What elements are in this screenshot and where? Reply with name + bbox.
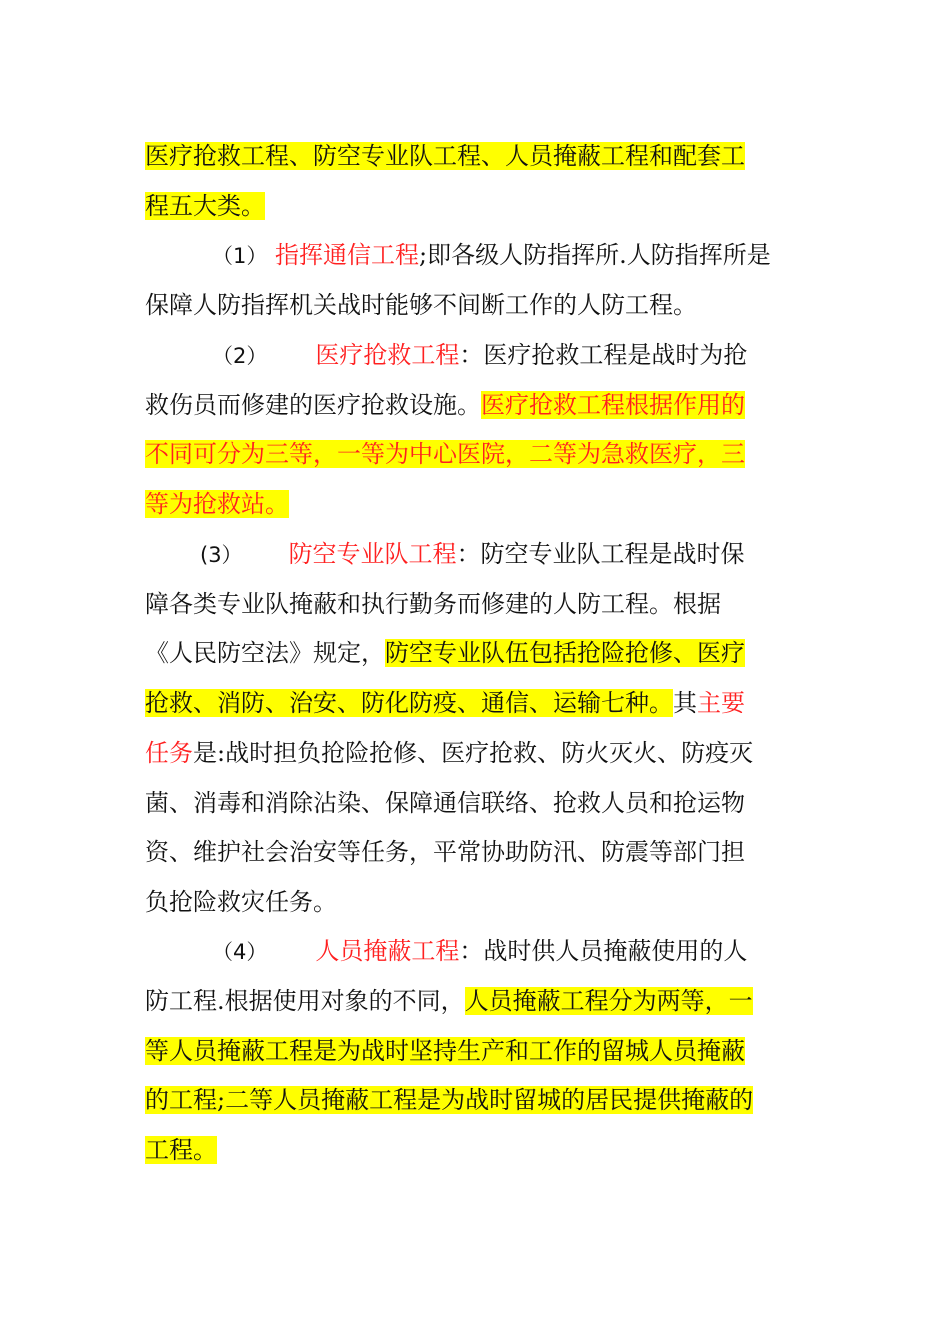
text-line — [212, 230, 771, 280]
text-run: 保障人防指挥机关战时能够不间断工作的人防工程。 — [145, 291, 697, 319]
text-run: 菌、消毒和消除沾染、保障通信联络、抢救人员和抢运物 — [145, 789, 745, 817]
text-run: ;即各级人防指挥所.人防指挥所是 — [419, 241, 771, 269]
item-heading: 医疗抢救工程 — [315, 341, 460, 369]
text-line — [145, 479, 289, 529]
text-line — [145, 131, 745, 181]
text-line — [145, 827, 745, 877]
text-run: ：医疗抢救工程是战时为抢 — [459, 341, 748, 369]
text-line — [145, 1026, 745, 1076]
text-run: 工程。 — [145, 1136, 217, 1164]
text-line — [145, 678, 745, 728]
text-line — [145, 1125, 217, 1175]
text-line — [145, 280, 697, 330]
text-run: 任务 — [145, 739, 193, 767]
text-run: 《人民防空法》规定， — [145, 639, 385, 667]
item-heading: 指挥通信工程 — [267, 241, 420, 269]
item-heading: 防空专业队工程 — [288, 540, 457, 568]
text-run: 防工程.根据使用对象的不同， — [145, 987, 465, 1015]
text-run: 的工程;二等人员掩蔽工程是为战时留城的居民提供掩蔽的 — [145, 1086, 754, 1114]
text-run: 不同可分为三等，一等为中心医院，二等为急救医疗，三 — [145, 440, 745, 468]
text-line — [145, 1075, 753, 1125]
text-run: 是:战时担负抢险抢修、医疗抢救、防火灭火、防疫灭 — [193, 739, 754, 767]
text-line — [145, 728, 753, 778]
text-line — [145, 877, 337, 927]
item-number: (3） — [200, 543, 243, 567]
text-line — [145, 380, 745, 430]
text-run: 程五大类。 — [145, 192, 265, 220]
item-number: （1） — [212, 244, 268, 268]
text-run: 防空专业队伍包括抢险抢修、医疗 — [385, 639, 745, 667]
text-run: 人员掩蔽工程分为两等，一 — [464, 987, 753, 1015]
item-number: （2） — [212, 344, 268, 368]
text-line — [145, 429, 745, 479]
text-run: 负抢险救灾任务。 — [145, 888, 337, 916]
text-line — [145, 579, 721, 629]
text-line — [145, 778, 745, 828]
text-line — [212, 926, 747, 976]
text-run: 其 — [673, 689, 697, 717]
text-run: 医疗抢救工程、防空专业队工程、人员掩蔽工程和配套工 — [145, 142, 745, 170]
text-line — [145, 628, 745, 678]
text-run: 医疗抢救工程根据作用的 — [481, 391, 745, 419]
text-run: 障各类专业队掩蔽和执行勤务而修建的人防工程。根据 — [145, 590, 721, 618]
text-run: 救伤员而修建的医疗抢救设施。 — [145, 391, 481, 419]
text-run: ：防空专业队工程是战时保 — [456, 540, 745, 568]
text-line — [145, 181, 265, 231]
item-number: （4） — [212, 940, 268, 964]
item-heading: 人员掩蔽工程 — [315, 937, 460, 965]
text-line — [212, 330, 747, 380]
text-run: 主要 — [697, 689, 745, 717]
text-line — [200, 529, 745, 579]
text-run: 抢救、消防、治安、防化防疫、通信、运输七种。 — [145, 689, 673, 717]
text-line — [145, 976, 753, 1026]
text-run: 等为抢救站。 — [145, 490, 289, 518]
text-run: 等人员掩蔽工程是为战时坚持生产和工作的留城人员掩蔽 — [145, 1037, 745, 1065]
text-run: ：战时供人员掩蔽使用的人 — [459, 937, 748, 965]
text-run: 资、维护社会治安等任务，平常协助防汛、防震等部门担 — [145, 838, 745, 866]
